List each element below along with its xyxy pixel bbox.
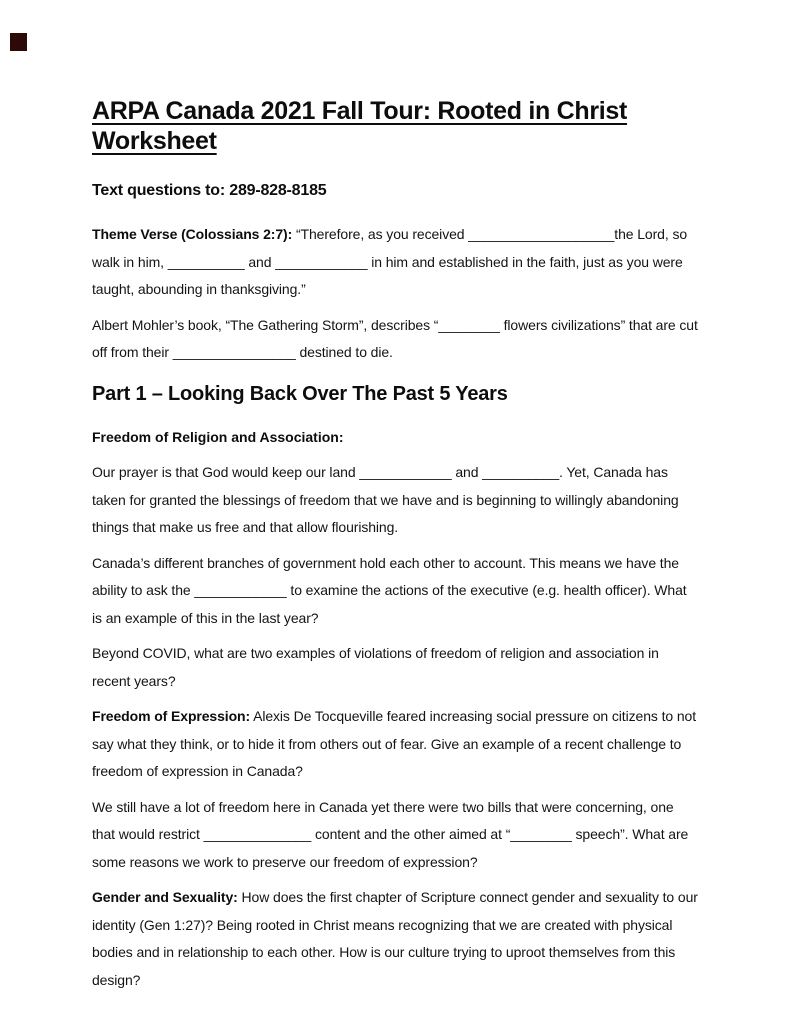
gender-sexuality-paragraph: [92, 884, 700, 994]
document-title: ARPA Canada 2021 Fall Tour: Rooted in Christ Worksheet: [92, 97, 628, 155]
freedom-religion-paragraph-1: Our prayer is that God would keep our land ____________ and __________. Yet, Canada has taken for granted the blessings of freedom that we have and is beginning to willingly abandoning things that make us free and that allow flourishing.: [92, 464, 679, 535]
freedom-religion-paragraph-3: Beyond COVID, what are two examples of violations of freedom of religion and association in recent years?: [92, 645, 659, 689]
contact-phone-line: Text questions to: 289-828-8185: [92, 182, 327, 199]
freedom-expression-paragraph-1: [92, 703, 700, 786]
freedom-expression-paragraph-2: We still have a lot of freedom here in Canada yet there were two bills that were concerning, one that would restrict ______________ content and the other aimed at “________ speech”. What are some reasons we work to preserve our freedom of expression?: [92, 798, 689, 870]
theme-verse-label: Theme Verse (Colossians 2:7):: [92, 226, 293, 242]
freedom-expression-text: Alexis De Tocqueville feared increasing social pressure on citizens to not say what they think, or to hide it from others out of fear. Give an example of a recent challenge to freedom of expression in Canada?: [92, 708, 696, 779]
part1-heading: Part 1 – Looking Back Over The Past 5 Years: [92, 382, 508, 405]
scan-artifact-mark: [10, 33, 27, 51]
theme-verse-text: “Therefore, as you received ___________________the Lord, so walk in him, __________ and ____________ in him and established in the faith, just as you were taught, abounding in thanksgiving.”: [92, 226, 688, 297]
freedom-religion-paragraph-2: Canada’s different branches of government hold each other to account. This means we have the ability to ask the ____________ to examine the actions of the executive (e.g. health officer). What is an example of this in the last year?: [92, 554, 687, 626]
document-content: [92, 96, 700, 994]
mohler-paragraph: Albert Mohler’s book, “The Gathering Storm”, describes “________ flowers civilizations” that are cut off from their ________________ destined to die.: [92, 316, 698, 360]
freedom-expression-label: Freedom of Expression:: [92, 708, 251, 724]
gender-sexuality-text: How does the first chapter of Scripture connect gender and sexuality to our identity (Gen 1:27)? Being rooted in Christ means recognizing that we are created with physical bodies and in relationship to each other. How is our culture trying to uproot themselves from this design?: [92, 889, 698, 988]
freedom-religion-label: Freedom of Religion and Association:: [92, 428, 344, 445]
theme-verse-paragraph: [92, 221, 700, 304]
gender-sexuality-label: Gender and Sexuality:: [92, 889, 238, 905]
